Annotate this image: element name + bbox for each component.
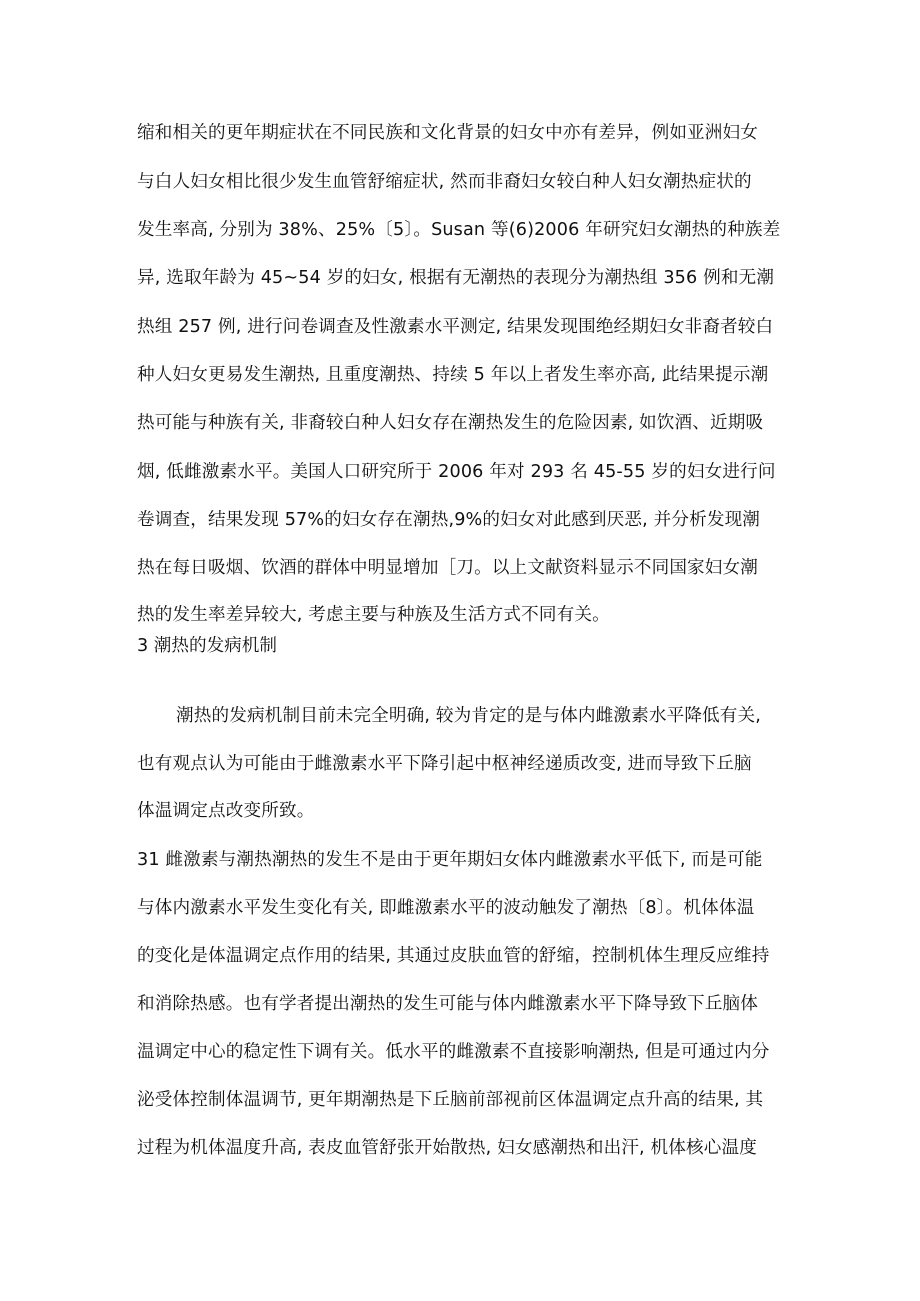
paragraph-line: 烟, 低雌激素水平。美国人口研究所于 2006 年对 293 名 45-55 岁的妇女进行问 (137, 462, 776, 482)
paragraph-line: 的变化是体温调定点作用的结果, 其通过皮肤血管的舒缩，控制机体生理反应维持 (137, 946, 770, 966)
paragraph-line: 潮热的发病机制目前未完全明确, 较为肯定的是与体内雌激素水平降低有关, (176, 706, 762, 726)
paragraph-line: 与白人妇女相比很少发生血管舒缩症状, 然而非裔妇女较白种人妇女潮热症状的 (137, 172, 752, 192)
paragraph-line: 热可能与种族有关, 非裔较白种人妇女存在潮热发生的危险因素, 如饮酒、近期吸 (137, 413, 764, 433)
paragraph-line: 和消除热感。也有学者提出潮热的发生可能与体内雌激素水平下降导致下丘脑体 (137, 994, 759, 1014)
paragraph-line: 热在每日吸烟、饮酒的群体中明显增加［刀。以上文献资料显示不同国家妇女潮 (137, 558, 759, 578)
paragraph-line: 热的发生率差异较大, 考虑主要与种族及生活方式不同有关。 (137, 605, 610, 625)
paragraph-line: 过程为机体温度升高, 表皮血管舒张开始散热, 妇女感潮热和出汗, 机体核心温度 (137, 1138, 758, 1158)
paragraph-line: 与体内激素水平发生变化有关, 即雌激素水平的波动触发了潮热〔8〕。机体体温 (137, 898, 755, 918)
paragraph-line: 体温调定点改变所致。 (137, 801, 315, 821)
paragraph-line: 缩和相关的更年期症状在不同民族和文化背景的妇女中亦有差异，例如亚洲妇女 (137, 123, 759, 143)
paragraph-line: 种人妇女更易发生潮热, 且重度潮热、持续 5 年以上者发生率亦高, 此结果提示潮 (137, 365, 769, 385)
paragraph-line: 也有观点认为可能由于雌激素水平下降引起中枢神经递质改变, 进而导致下丘脑 (137, 754, 752, 774)
section-heading: 3 潮热的发病机制 (137, 636, 277, 656)
paragraph-line: 温调定中心的稳定性下调有关。低水平的雌激素不直接影响潮热, 但是可通过内分 (137, 1042, 770, 1062)
paragraph-line: 31 雌激素与潮热潮热的发生不是由于更年期妇女体内雌激素水平低下, 而是可能 (137, 850, 763, 870)
paragraph-line: 热组 257 例, 进行问卷调查及性激素水平测定, 结果发现围绝经期妇女非裔者较白 (137, 317, 774, 337)
paragraph-line: 发生率高, 分别为 38%、25%〔5〕。Susan 等(6)2006 年研究妇女潮热的种族差 (137, 220, 781, 240)
paragraph-line: 卷调查，结果发现 57%的妇女存在潮热,9%的妇女对此感到厌恶, 并分析发现潮 (137, 510, 761, 530)
paragraph-line: 异, 选取年龄为 45~54 岁的妇女, 根据有无潮热的表现分为潮热组 356 例和无潮 (137, 268, 775, 288)
paragraph-line: 泌受体控制体温调节, 更年期潮热是下丘脑前部视前区体温调定点升高的结果, 其 (137, 1090, 764, 1110)
